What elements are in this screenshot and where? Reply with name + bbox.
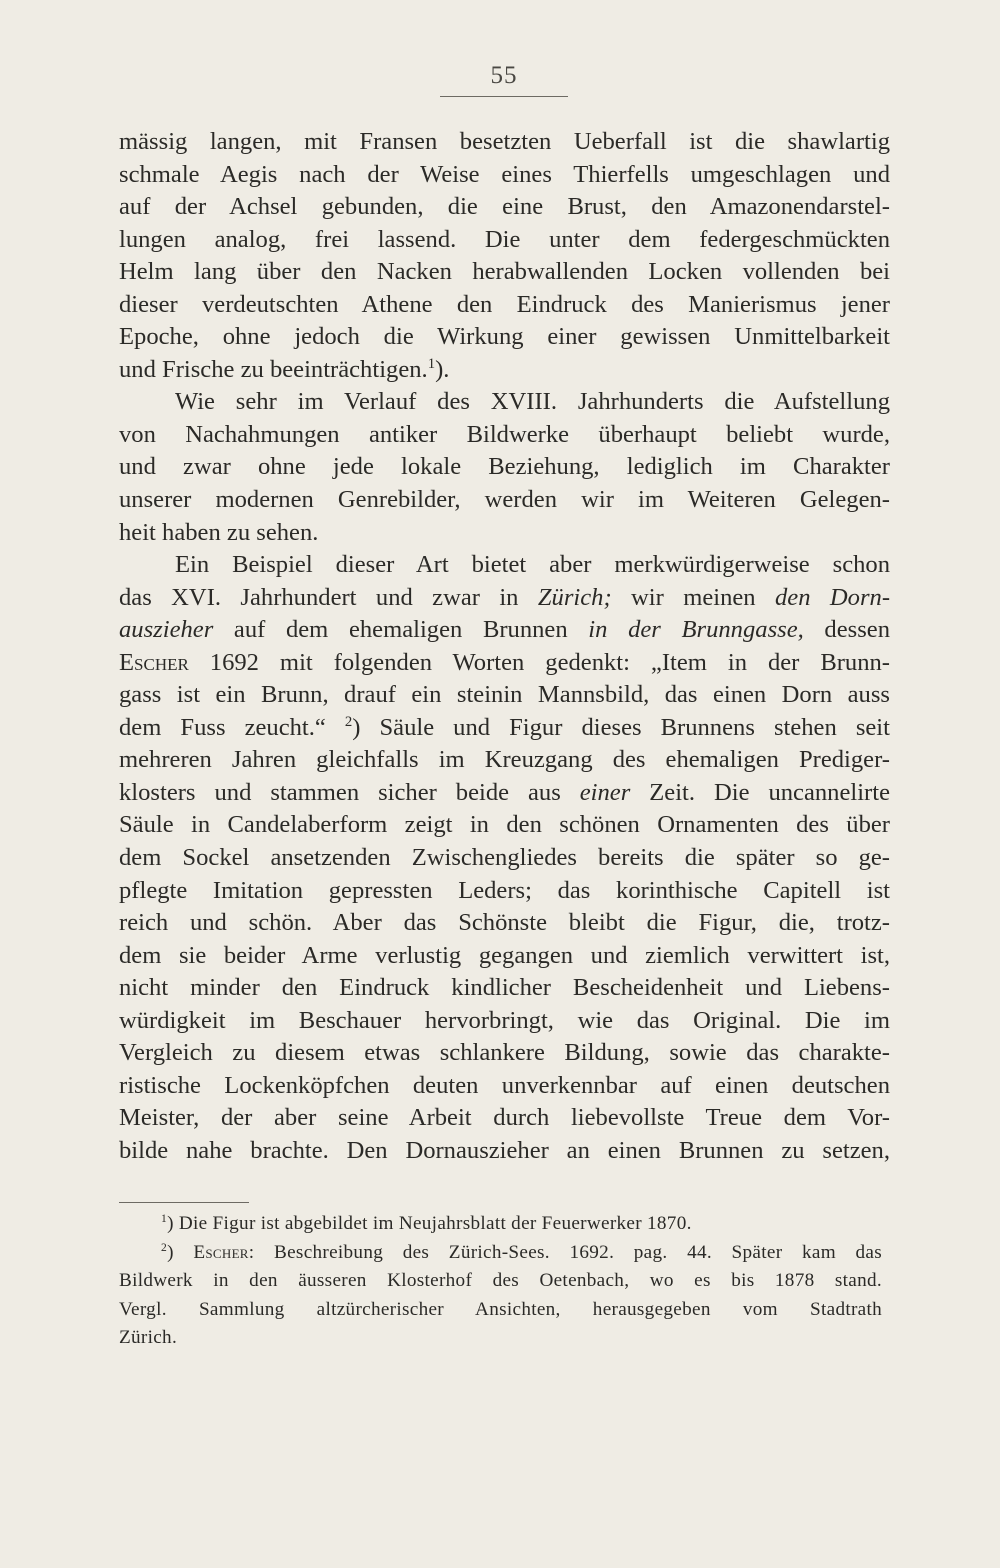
body-line: Wie sehr im Verlauf des XVIII. Jahrhunderts die Aufstellung [175, 388, 890, 416]
body-line: Epoche, ohne jedoch die Wirkung einer gewissen Unmittelbarkeit [119, 323, 890, 351]
footnote-line: Zürich. [119, 1327, 178, 1348]
body-line: auf der Achsel gebunden, die eine Brust, den Amazonendarstel- [119, 193, 890, 221]
body-line: reich und schön. Aber das Schönste bleibt die Figur, die, trotz- [119, 909, 890, 937]
body-line: heit haben zu sehen. [119, 518, 319, 546]
body-line: würdigkeit im Beschauer hervorbringt, wie das Original. Die im [119, 1006, 890, 1034]
body-line: gass ist ein Brunn, drauf ein steinin Mannsbild, das einen Dorn auss [119, 681, 890, 709]
footnote-line: Bildwerk in den äusseren Klosterhof des Oetenbach, wo es bis 1878 stand. [119, 1270, 882, 1291]
body-line: klosters und stammen sicher beide aus einer Zeit. Die uncannelirte [119, 778, 890, 806]
body-line: und Frische zu beeinträchtigen.$^1$). [119, 355, 450, 383]
body-line: ristische Lockenköpfchen deuten unverkennbar auf einen deutschen [119, 1071, 890, 1099]
body-line: mehreren Jahren gleichfalls im Kreuzgang des ehemaligen Prediger- [119, 746, 890, 774]
footnote-ref: 2 [344, 714, 353, 730]
body-line: von Nachahmungen antiker Bildwerke überhaupt beliebt wurde, [119, 420, 890, 448]
footnote: $^1$) Die Figur ist abgebildet im Neujahrsblatt der Feuerwerker 1870. [161, 1213, 692, 1234]
body-line: Vergleich zu diesem etwas schlankere Bildung, sowie das charakte- [119, 1039, 890, 1067]
body-line: Helm lang über den Nacken herabwallenden Locken vollenden bei [119, 258, 890, 286]
body-line: Ein Beispiel dieser Art bietet aber merkwürdigerweise schon [175, 551, 890, 579]
footnote-ref: 1 [427, 355, 436, 372]
body-line: schmale Aegis nach der Weise eines Thierfells umgeschlagen und [119, 160, 890, 188]
body-line: Meister, der aber seine Arbeit durch liebevollste Treue dem Vor- [119, 1104, 890, 1132]
body-line: auszieher auf dem ehemaligen Brunnen in der Brunngasse, dessen [119, 616, 890, 644]
footnote: $^2$) Escher: Beschreibung des Zürich-Sees. 1692. pag. 44. Später kam das [161, 1241, 882, 1263]
page-number: 55 [490, 62, 518, 89]
body-line: dem Fuss zeucht.“ $^2$) Säule und Figur dieses Brunnens stehen seit [119, 713, 890, 741]
body-line: bilde nahe brachte. Den Dornauszieher an einen Brunnen zu setzen, [119, 1136, 890, 1164]
body-line: unserer modernen Genrebilder, werden wir im Weiteren Gelegen- [119, 486, 890, 514]
page-number-rule [440, 96, 568, 97]
body-line: dieser verdeutschten Athene den Eindruck des Manierismus jener [119, 290, 890, 318]
body-line: mässig langen, mit Fransen besetzten Ueberfall ist die shawlartig [119, 128, 890, 155]
body-line: pflegte Imitation gepressten Leders; das korinthische Capitell ist [119, 876, 890, 904]
footnotes [119, 1210, 882, 1353]
footnote-rule [119, 1202, 249, 1203]
body-line: nicht minder den Eindruck kindlicher Bescheidenheit und Liebens- [119, 974, 890, 1002]
body-line: lungen analog, frei lassend. Die unter dem federgeschmückten [119, 225, 890, 253]
body-text [119, 126, 890, 1168]
body-line: das XVI. Jahrhundert und zwar in Zürich; wir meinen den Dorn- [119, 583, 891, 611]
body-line: und zwar ohne jede lokale Beziehung, lediglich im Charakter [119, 453, 890, 481]
footnote-line: Vergl. Sammlung altzürcherischer Ansichten, herausgegeben vom Stadtrath [119, 1298, 882, 1320]
body-line: Säule in Candelaberform zeigt in den schönen Ornamenten des über [119, 811, 890, 839]
body-line: dem Sockel ansetzenden Zwischengliedes bereits die später so ge- [119, 844, 890, 872]
body-line: dem sie beider Arme verlustig gegangen und ziemlich verwittert ist, [119, 941, 890, 969]
body-line: Escher 1692 mit folgenden Worten gedenkt: „Item in der Brunn- [119, 648, 890, 676]
